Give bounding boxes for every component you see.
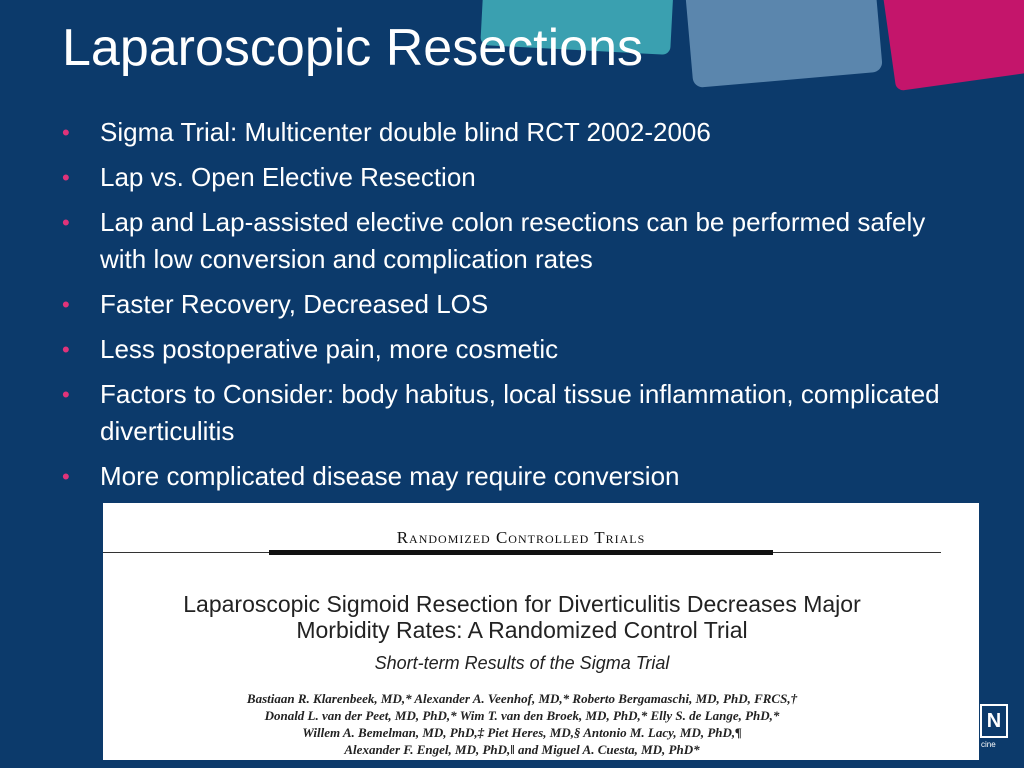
- slide-title: Laparoscopic Resections: [62, 19, 643, 77]
- bullet-item: [62, 286, 962, 323]
- bullet-item: [62, 458, 962, 495]
- logo-fragment-icon: N: [980, 704, 1008, 738]
- bullet-text: Faster Recovery, Decreased LOS: [100, 289, 489, 319]
- bullet-icon: •: [62, 337, 70, 362]
- bullet-list: [62, 114, 962, 503]
- author-line: Donald L. van der Peet, MD, PhD,* Wim T. van den Broek, MD, PhD,* Elly S. de Lange, PhD,*: [264, 708, 780, 723]
- paper-title-line: Laparoscopic Sigmoid Resection for Diverticulitis Decreases Major: [183, 591, 861, 617]
- bullet-icon: •: [62, 382, 70, 407]
- paper-divider-thick: [269, 550, 773, 555]
- bullet-item: [62, 159, 962, 196]
- bullet-text: Factors to Consider: body habitus, local tissue inflammation, complicated diverticulitis: [100, 379, 940, 446]
- bullet-icon: •: [62, 210, 70, 235]
- paper-authors: [103, 690, 941, 758]
- bullet-text: Sigma Trial: Multicenter double blind RCT 2002-2006: [100, 117, 711, 147]
- bullet-item: [62, 114, 962, 151]
- bullet-icon: •: [62, 464, 70, 489]
- bullet-text: Lap and Lap-assisted elective colon resections can be performed safely with low conversion and complication rates: [100, 207, 926, 274]
- bullet-icon: •: [62, 120, 70, 145]
- paper-section-header: Randomized Controlled Trials: [396, 528, 646, 547]
- paper-subtitle: Short-term Results of the Sigma Trial: [374, 653, 670, 673]
- bullet-icon: •: [62, 165, 70, 190]
- logo-fragment-text: cine: [981, 740, 996, 749]
- bullet-icon: •: [62, 292, 70, 317]
- bullet-text: More complicated disease may require conversion: [100, 461, 680, 491]
- bullet-text: Less postoperative pain, more cosmetic: [100, 334, 559, 364]
- bullet-item: [62, 331, 962, 368]
- paper-title-line: Morbidity Rates: A Randomized Control Trial: [296, 617, 748, 643]
- paper-excerpt-image: [103, 503, 979, 760]
- author-line: Willem A. Bemelman, MD, PhD,‡ Piet Heres, MD,§ Antonio M. Lacy, MD, PhD,¶: [302, 725, 742, 740]
- paper-title: [103, 591, 941, 643]
- author-line: Bastiaan R. Klarenbeek, MD,* Alexander A. Veenhof, MD,* Roberto Bergamaschi, MD, PhD, FRCS,†: [246, 691, 798, 706]
- bullet-item: [62, 376, 962, 450]
- author-line: Alexander F. Engel, MD, PhD,‖ and Miguel A. Cuesta, MD, PhD*: [344, 742, 700, 757]
- bullet-item: [62, 204, 962, 278]
- decor-pink-block: [881, 0, 1024, 91]
- decor-steel-block: [683, 0, 883, 88]
- bullet-text: Lap vs. Open Elective Resection: [100, 162, 476, 192]
